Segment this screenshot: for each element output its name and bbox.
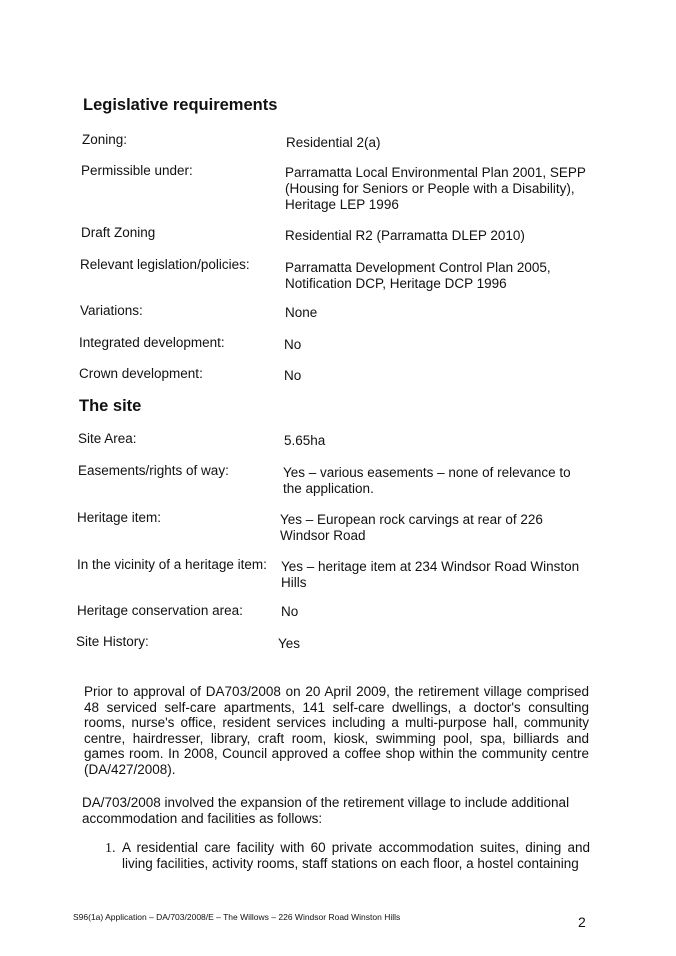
row-label: Site History: (76, 634, 149, 649)
legislative-heading: Legislative requirements (83, 96, 278, 114)
row-label: Draft Zoning (81, 225, 156, 240)
site-heading: The site (79, 397, 142, 415)
row-value: Residential 2(a) (286, 135, 381, 150)
paragraph: Prior to approval of DA703/2008 on 20 April 2009, the retirement village comprised 48 serviced self-care apartments, 141 self-care dwellings, a doctor's consulting rooms, nurse's office, resident services including a multi-purpose hall, community centre, hairdresser, library, craft room, kiosk, swimming pool, spa, billiards and games room. In 2008, Council approved a coffee shop within the community centre (DA/427/2008). (84, 684, 589, 777)
row-label: Heritage item: (77, 510, 162, 525)
row-label: Zoning: (82, 132, 128, 147)
row-value: No (284, 368, 302, 383)
row-value: No (281, 604, 299, 619)
row-label: Site Area: (78, 431, 137, 446)
row-label: Crown development: (79, 366, 203, 381)
row-value: None (285, 305, 318, 320)
row-label: Easements/rights of way: (78, 463, 229, 478)
row-label: Heritage conservation area: (77, 603, 243, 618)
row-label: Integrated development: (79, 335, 225, 350)
row-value: Parramatta Development Control Plan 2005, Notification DCP, Heritage DCP 1996 (285, 260, 551, 291)
row-value: Yes – European rock carvings at rear of 226 Windsor Road (280, 512, 543, 543)
paragraph: DA/703/2008 involved the expansion of the retirement village to include additional accommodation and facilities as follows: (82, 795, 570, 826)
footer-text: S96(1a) Application – DA/703/2008/E – The Willows – 226 Windsor Road Winston Hills (73, 912, 401, 922)
row-value: 5.65ha (284, 433, 326, 448)
row-label: Permissible under: (81, 163, 193, 178)
row-value: Yes – heritage item at 234 Windsor Road Winston Hills (281, 559, 580, 590)
row-label: In the vicinity of a heritage item: (77, 557, 267, 572)
page-number: 2 (578, 914, 586, 930)
row-value: Yes – various easements – none of relevance to the application. (283, 465, 571, 496)
row-value: No (284, 337, 302, 352)
row-label: Variations: (80, 303, 143, 318)
row-value: Residential R2 (Parramatta DLEP 2010) (285, 228, 525, 243)
row-value: Parramatta Local Environmental Plan 2001, SEPP (Housing for Seniors or People with a Disability), Heritage LEP 1996 (285, 165, 586, 212)
row-label: Relevant legislation/policies: (80, 257, 250, 272)
row-value: Yes (278, 636, 301, 651)
list-item: A residential care facility with 60 private accommodation suites, dining and living facilities, activity rooms, staff stations on each floor, a hostel containing (122, 840, 590, 871)
list-number: 1. (105, 841, 116, 856)
